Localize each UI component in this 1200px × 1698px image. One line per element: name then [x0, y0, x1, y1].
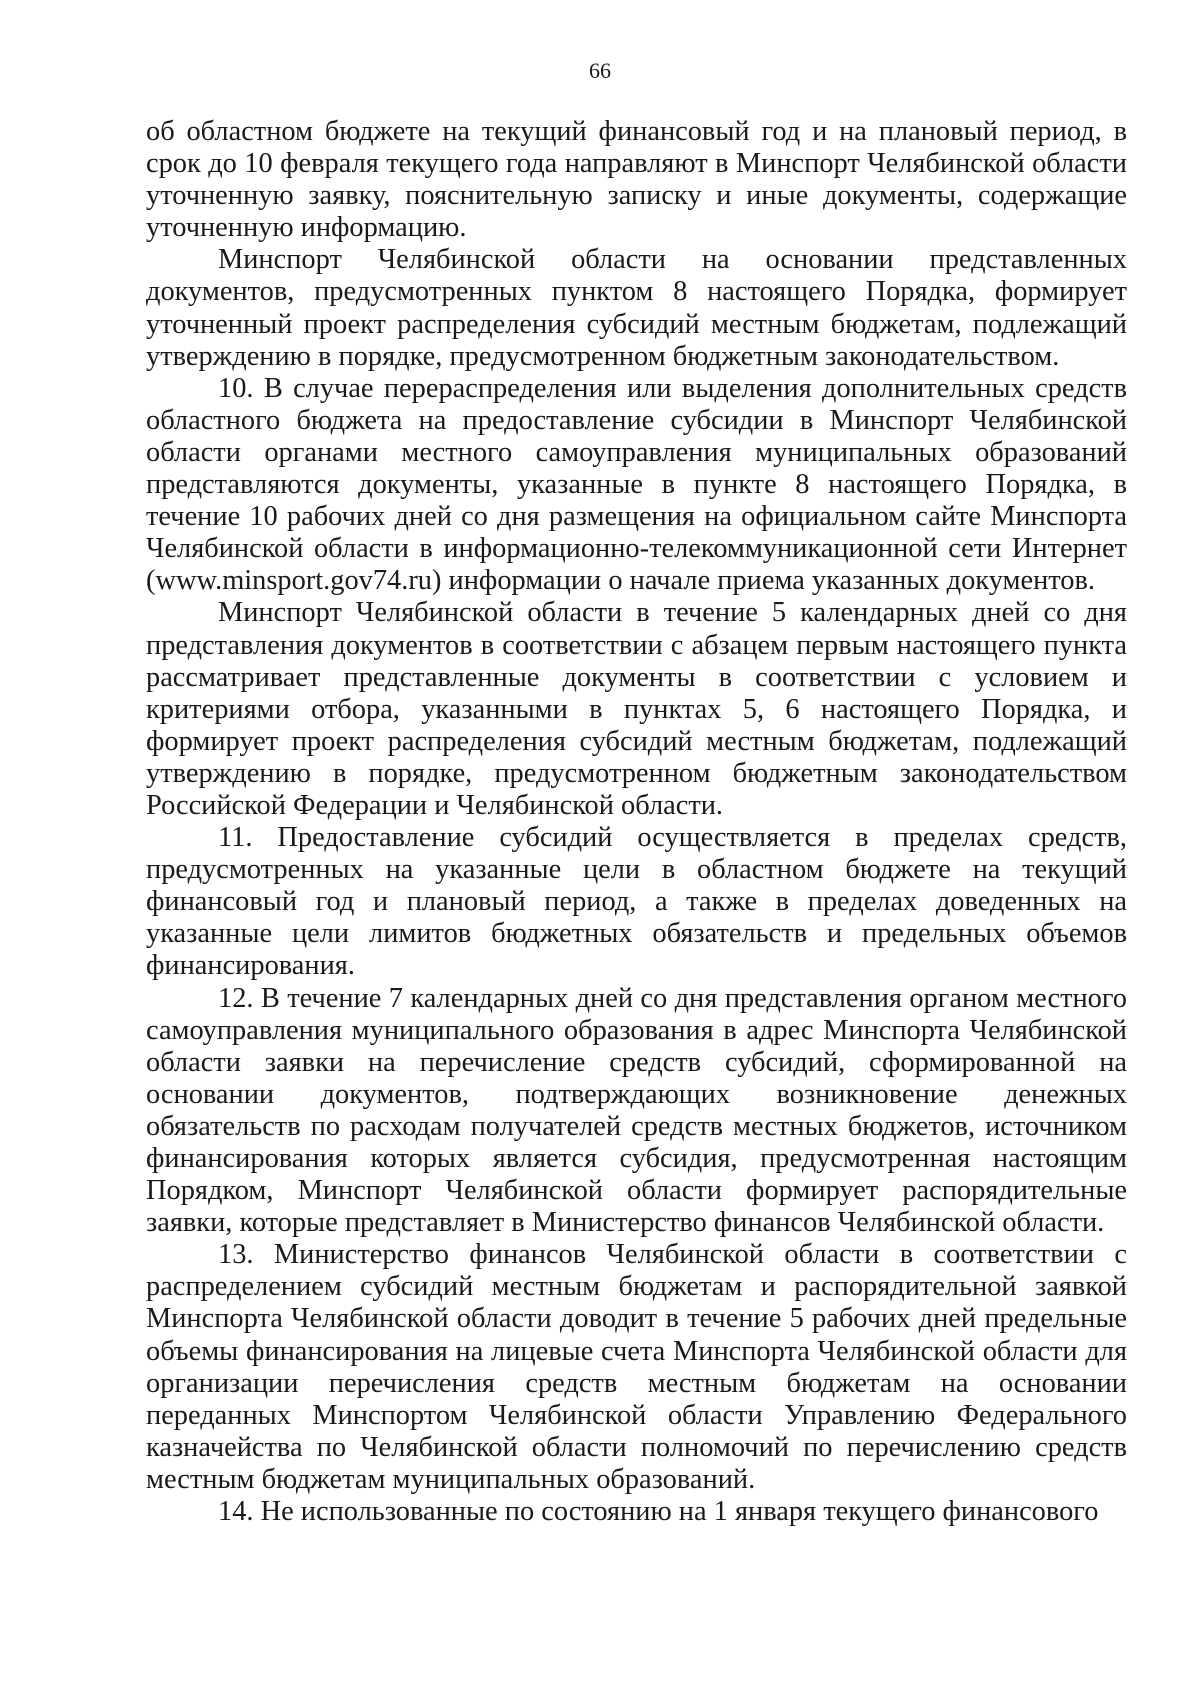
paragraph-continuation: об областном бюджете на текущий финансовый год и на плановый период, в срок до 10 февраля текущего года направляют в Минспорт Челябинской области уточненную заявку, пояснительную записку и иные документы, содержащие уточненную информацию. — [146, 116, 1127, 244]
paragraph-13: 13. Министерство финансов Челябинской области в соответствии с распределением субсидий местным бюджетам и распорядительной заявкой Минспорта Челябинской области доводит в течение 5 рабочих дней предельные объемы финансирования на лицевые счета Минспорта Челябинской области для организации перечисления средств местным бюджетам на основании переданных Минспортом Челябинской области Управлению Федерального казначейства по Челябинской области полномочий по перечислению средств местным бюджетам муниципальных образований. — [146, 1239, 1127, 1495]
paragraph-minsport-projekt: Минспорт Челябинской области на основании представленных документов, предусмотренных пунктом 8 настоящего Порядка, формирует уточненный проект распределения субсидий местным бюджетам, подлежащий утверждению в порядке, предусмотренном бюджетным законодательством. — [146, 244, 1127, 372]
paragraph-11: 11. Предоставление субсидий осуществляется в пределах средств, предусмотренных на указанные цели в областном бюджете на текущий финансовый год и плановый период, а также в пределах доведенных на указанные цели лимитов бюджетных обязательств и предельных объемов финансирования. — [146, 822, 1127, 982]
paragraph-14: 14. Не использованные по состоянию на 1 января текущего финансового — [218, 1496, 1099, 1528]
page-number: 66 — [589, 58, 611, 83]
paragraph-10: 10. В случае перераспределения или выделения дополнительных средств областного бюджета на предоставление субсидии в Минспорт Челябинской области органами местного самоуправления муниципальных образований представляются документы, указанные в пункте 8 настоящего Порядка, в течение 10 рабочих дней со дня размещения на официальном сайте Минспорта Челябинской области в информационно-телекоммуникационной сети Интернет (www.minsport.gov74.ru) информации о начале приема указанных документов. — [146, 372, 1127, 597]
document-body — [146, 116, 1127, 1528]
paragraph-12: 12. В течение 7 календарных дней со дня представления органом местного самоуправления муниципального образования в адрес Минспорта Челябинской области заявки на перечисление средств субсидий, сформированной на основании документов, подтверждающих возникновение денежных обязательств по расходам получателей средств местных бюджетов, источником финансирования которых является субсидия, предусмотренная настоящим Порядком, Минспорт Челябинской области формирует распорядительные заявки, которые представляет в Министерство финансов Челябинской области. — [146, 982, 1127, 1239]
paragraph-minsport-rassmotrenie: Минспорт Челябинской области в течение 5 календарных дней со дня представления документов в соответствии с абзацем первым настоящего пункта рассматривает представленные документы в соответствии с условием и критериями отбора, указанными в пунктах 5, 6 настоящего Порядка, и формирует проект распределения субсидий местным бюджетам, подлежащий утверждению в порядке, предусмотренном бюджетным законодательством Российской Федерации и Челябинской области. — [146, 597, 1127, 821]
